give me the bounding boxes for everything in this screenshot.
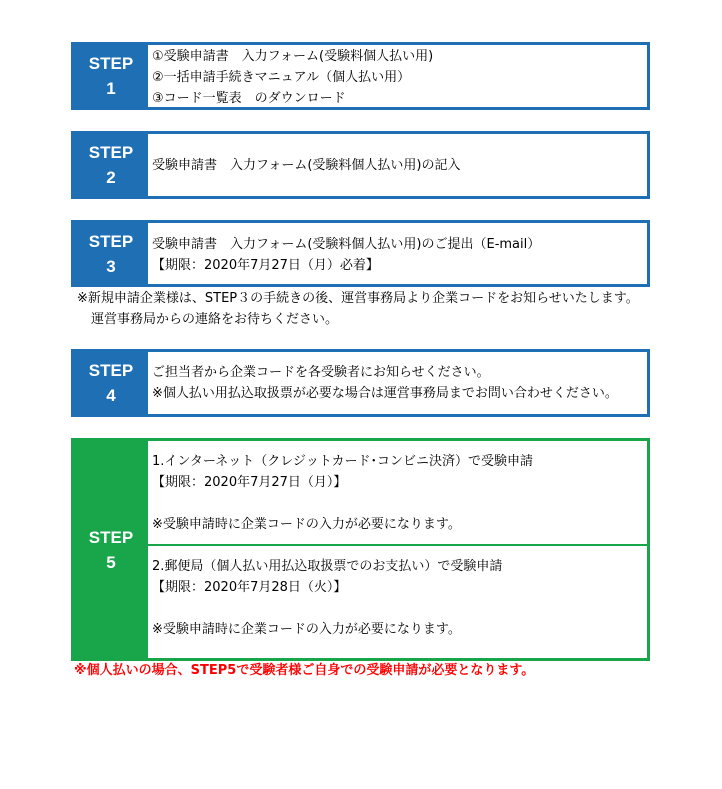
step-number: 4 [106, 386, 116, 405]
step-3-note [77, 288, 639, 330]
step-3-content [148, 223, 647, 284]
step-1-line-2: ②一括申請手続きマニュアル（個人払い用） [152, 70, 411, 85]
step-3-box [71, 220, 650, 287]
note-line-2: 運営事務局からの連絡をお待ちください。 [91, 312, 339, 327]
step-5-box [71, 438, 650, 661]
step-2-content [148, 134, 647, 196]
postal-title: 2.郵便局（個人払い用払込取扱票でのお支払い）で受験申請 [152, 559, 503, 574]
step-5-postal-section [148, 546, 647, 657]
step-1-content [148, 45, 647, 107]
step-4-label [74, 352, 148, 414]
step-label-text: STEP [88, 527, 134, 547]
step-5-internet-section [148, 441, 647, 546]
note-line-1: ※新規申請企業様は、STEP３の手続きの後、運営事務局より企業コードをお知らせいたします。 [77, 291, 639, 306]
step-2-line-1: 受験申請書 入力フォーム(受験料個人払い用)の記入 [152, 158, 461, 173]
step-5-label [74, 441, 148, 658]
step-label-text: STEP [88, 54, 134, 73]
step-4-line-2: ※個人払い用払込取扱票が必要な場合は運営事務局までお問い合わせください。 [152, 386, 618, 401]
step-3-line-2: 【期限：2020年7月27日（月）必着】 [152, 258, 379, 273]
step-number: 3 [106, 256, 116, 276]
step-number: 5 [106, 552, 116, 572]
step-5-content [148, 441, 647, 658]
step-label-text: STEP [88, 143, 134, 162]
step-4-box [71, 349, 650, 417]
step-2-label [74, 134, 148, 196]
step-4-content [148, 352, 647, 414]
step-number: 2 [106, 168, 116, 187]
step-2-box [71, 131, 650, 199]
internet-note: ※受験申請時に企業コードの入力が必要になります。 [152, 517, 461, 532]
step-label-text: STEP [88, 361, 134, 380]
step-3-line-1: 受験申請書 入力フォーム(受験料個人払い用)のご提出（E-mail） [152, 237, 541, 252]
step-label-text: STEP [88, 231, 134, 251]
warning-text: ※個人払いの場合、STEP5で受験者様ご自身での受験申請が必要となります。 [74, 663, 535, 678]
step-4-line-1: ご担当者から企業コードを各受験者にお知らせください。 [152, 365, 490, 380]
internet-deadline: 【期限：2020年7月27日（月）】 [152, 475, 347, 490]
step-3-label [74, 223, 148, 284]
step-1-label [74, 45, 148, 107]
step-number: 1 [106, 79, 116, 98]
postal-deadline: 【期限：2020年7月28日（火）】 [152, 580, 347, 595]
step-1-line-3: ③コード一覧表 のダウンロード [152, 91, 346, 106]
postal-note: ※受験申請時に企業コードの入力が必要になります。 [152, 622, 461, 637]
step-1-box [71, 42, 650, 110]
internet-title: 1.インターネット（クレジットカード･コンビニ決済）で受験申請 [152, 454, 534, 469]
step-1-line-1: ①受験申請書 入力フォーム(受験料個人払い用) [152, 49, 434, 64]
